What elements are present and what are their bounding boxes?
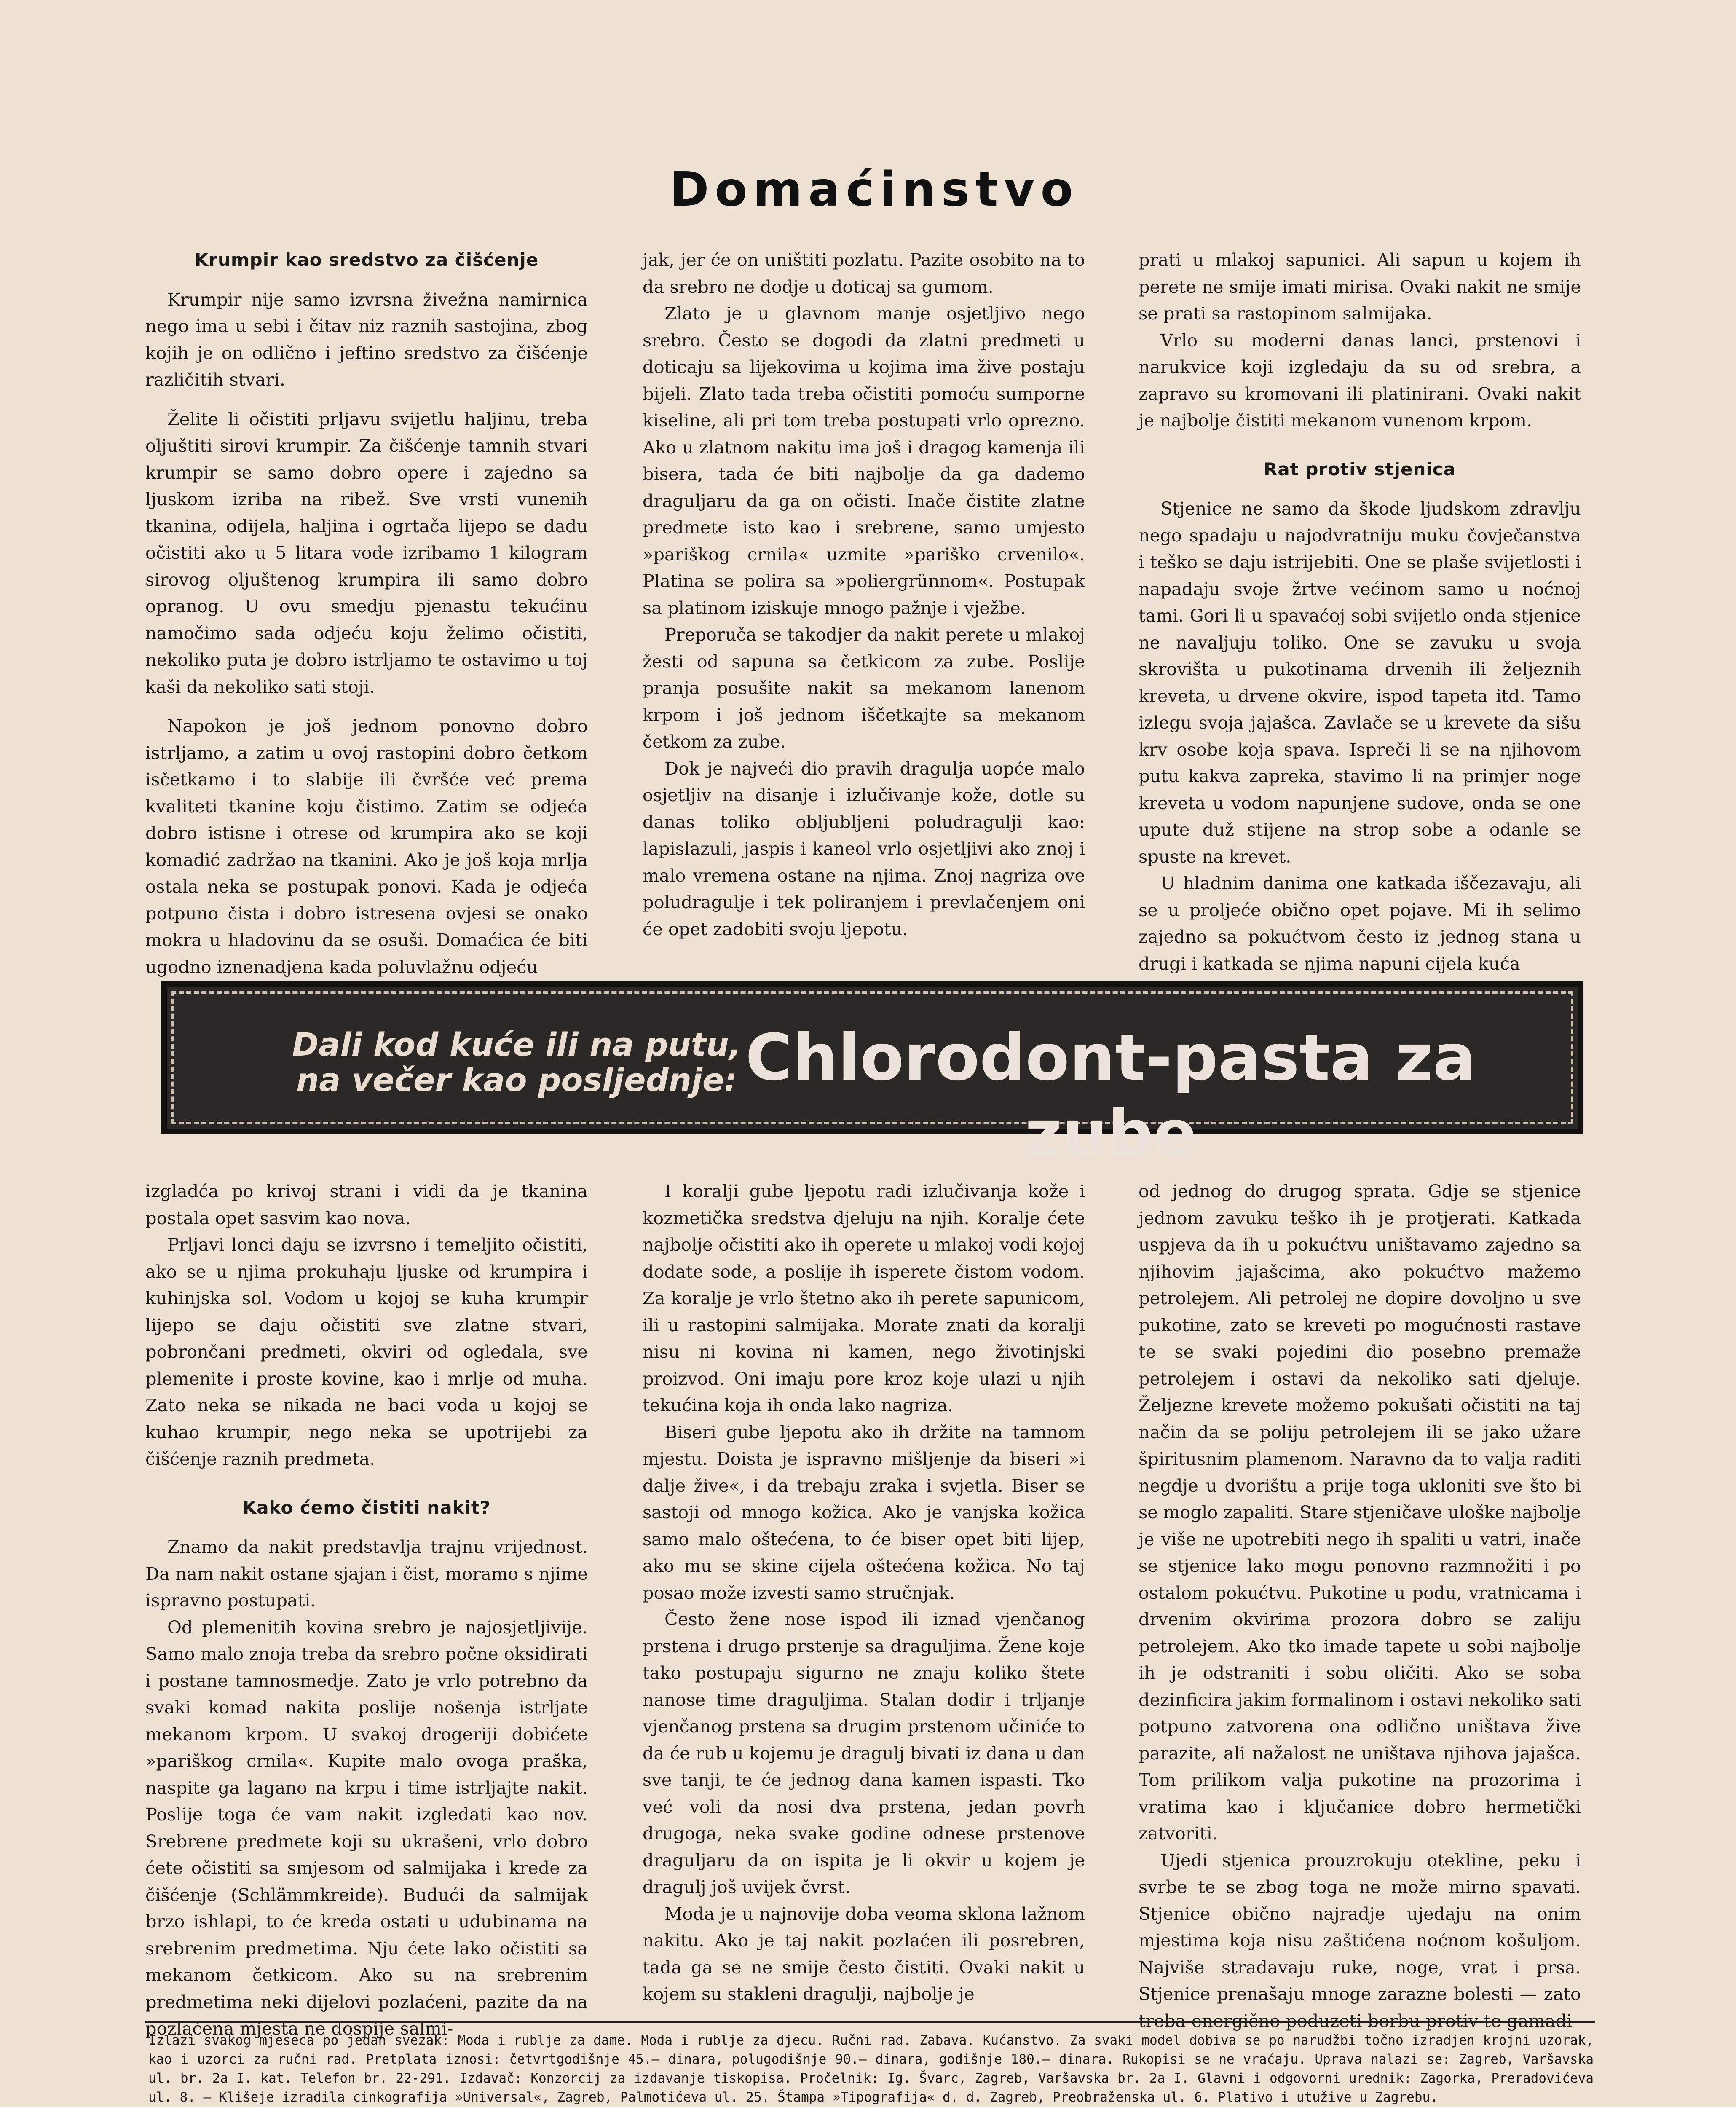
article-column-6	[1139, 1178, 1581, 2034]
paragraph: Vrlo su moderni danas lanci, prstenovi i narukvice koji izgledaju da su od srebra, a zapravo su kromovani ili platinirani. Ovaki nakit je najbolje čistiti mekanom vunenom krpom.	[1139, 330, 1581, 431]
ad-slogan-line: Dali kod kuće ili na putu,	[292, 1026, 741, 1063]
article-column-5	[643, 1178, 1085, 2008]
paragraph: Biseri gube ljepotu ako ih držite na tamnom mjestu. Doista je ispravno mišljenje da biseri »i dalje žive«, i da trebaju zraka i svjetla. Biser se sastoji od mnogo kožica. Ako je vanjska kožica samo malo oštećena, to će biser opet biti lijep, ako mu se skine cijela oštećena kožica. No taj posao može izvesti samo stručnjak.	[643, 1421, 1085, 1603]
paragraph: Prljavi lonci daju se izvrsno i temeljito očistiti, ako se u njima prokuhaju ljuske od krumpira i kuhinjska sol. Vodom u kojoj se kuha krumpir lijepo se daju očistiti sve zlatne stvari, pobrončani predmeti, okviri od ogledala, sve plemenite i proste kovine, kao i mrlje od muha. Zato neka se nikada ne baci voda u kojoj se kuhao krumpir, nego neka se upotrijebi za čišćenje raznih predmeta.	[145, 1234, 588, 1469]
publisher-imprint: Izlazi svakog mjeseca po jedan svezak: Moda i rublje za dame. Moda i rublje za djecu. Ručni rad. Zabava. Kućanstvo. Za svaki model dobiva se po narudžbi točno izradjen krojni uzorak, kao i uzorci za ručni rad. Pretplata iznosi: četvrtgodišnje 45.— dinara, polugodišnje 90.— dinara, godišnje 180.— dinara. Rukopisi se ne vraćaju. Uprava nalazi se: Zagreb, Varšavska ul. br. 2a I. kat. Telefon br. 22-291. Izdavač: Konzorcij za izdavanje tiskopisa. Pročelnik: Ig. Švarc, Zagreb, Varšavska br. 2a I. Glavni i odgovorni urednik: Zagorka, Preradovićeva ul. 8. — Klišeje izradila cinkografija »Universal«, Zagreb, Palmotićeva ul. 25. Štampa »Tipografija« d. d. Zagreb, Preobraženska ul. 6. Plativo i utužive u Zagrebu.	[148, 2033, 1594, 2105]
section-heading-bedbugs: Rat protiv stjenica	[1264, 458, 1456, 480]
section-heading-potato: Krumpir kao sredstvo za čišćenje	[194, 249, 539, 270]
advertisement-banner	[161, 981, 1583, 1171]
paragraph: Od plemenitih kovina srebro je najosjetljivije. Samo malo znoja treba da srebro počne oksidirati i postane tamnosmedje. Zato je vrlo potrebno da svaki komad nakita poslije nošenja istrljate mekanom krpom. U svakoj drogeriji dobićete »pariškog crnila«. Kupite malo ovoga praška, naspite ga lagano na krpu i time istrljajte nakit. Poslije toga će vam nakit izgledati kao nov. Srebrene predmete koji su ukrašeni, vrlo dobro ćete očistiti sa smjesom od salmijaka i krede za čišćenje (Schlämmkreide). Budući da salmijak brzo ishlapi, to će kreda ostati u udubinama na srebrenim predmetima. Nju ćete lako očistiti sa mekanom četkicom. Ako su na srebrenim predmetima neki dijelovi pozlaćeni, pazite da na pozlaćena mjesta ne dospije salmi-	[145, 1616, 588, 2039]
ad-brand-name: Chlorodont-pasta za zube	[745, 1020, 1476, 1171]
paragraph: izgladća po krivoj strani i vidi da je tkanina postala opet sasvim kao nova.	[145, 1181, 588, 1228]
footer-divider	[145, 2021, 1595, 2023]
paragraph: Moda je u najnovije doba veoma sklona lažnom nakitu. Ako je taj nakit pozlaćen ili posrebren, tada ga se ne smije često čistiti. Ovaki nakit u kojem su stakleni dragulji, najbolje je	[643, 1903, 1085, 2004]
paragraph: Često žene nose ispod ili iznad vjenčanog prstena i drugo prstenje sa draguljima. Žene koje tako postupaju sigurno ne znaju koliko štete nanose time draguljima. Stalan dodir i trljanje vjenčanog prstena sa drugim prstenom učiniće to da će rub u kojemu je dragulj bivati iz dana u dan sve tanji, te će jednog dana kamen ispasti. Tko već voli da nosi dva prstena, jedan povrh drugoga, neka svake godine odnese prstenove draguljaru da on ispita je li okvir u kojem je dragulj još uvijek čvrst.	[643, 1609, 1085, 1897]
paragraph: Dok je najveći dio pravih dragulja uopće malo osjetljiv na disanje i izlučivanje kože, dotle su danas toliko obljubljeni poludragulji kao: lapislazuli, jaspis i kaneol vrlo osjetljivi ako znoj i malo vremena ostane na njima. Znoj nagriza ove poludragulje i tek poliranjem i prevlačenjem oni će opet zadobiti svoju ljepotu.	[643, 758, 1085, 939]
paragraph: Stjenice ne samo da škode ljudskom zdravlju nego spadaju u najodvratniju muku čovječanstva i teško se daju istrijebiti. One se plaše svijetlosti i napadaju svoje žrtve većinom samo u noćnoj tami. Gori li u spavaćoj sobi svijetlo onda stjenice ne navaljuju toliko. One se zavuku u svoja skrovišta u pukotinama drvenih ili željeznih kreveta, u drvene okvire, ispod tapeta itd. Tamo izlegu svoja jajašca. Zavlače se u krevete da sišu krv osobe koja spava. Ispreči li se na njihovom putu kakva zapreka, stavimo li na primjer noge kreveta u vodom napunjene sudove, onda se one upute duž stijene na strop sobe a odanle se spuste na krevet.	[1139, 498, 1581, 867]
page-title: Domaćinstvo	[670, 162, 1079, 217]
paragraph: Želite li očistiti prljavu svijetlu haljinu, treba oljuštiti sirovi krumpir. Za čišćenje tamnih stvari krumpir se samo dobro opere i zajedno sa ljuskom izriba na ribež. Sve vrsti vunenih tkanina, odijela, haljina i ogrtača lijepo se dadu očistiti ako u 5 litara vode izribamo 1 kilogram sirovog oljuštenog krumpira ili samo dobro opranog. U ovu smedju pjenastu tekućinu namočimo sada odjeću koju želimo očistiti, nekoliko puta je dobro istrljamo te ostavimo u toj kaši da nekoliko sati stoji.	[145, 408, 588, 697]
paragraph: Zlato je u glavnom manje osjetljivo nego srebro. Često se dogodi da zlatni predmeti u doticaju sa lijekovima u kojima ima žive postaju bijeli. Zlato tada treba očistiti pomoću sumporne kiseline, ali pri tom treba postupati vrlo oprezno. Ako u zlatnom nakitu ima još i dragog kamenja ili bisera, tada će biti najbolje da ga dademo draguljaru da ga on očisti. Inače čistite zlatne predmete isto kao i srebrene, samo umjesto »pariškog crnila« uzmite »pariško crvenilo«. Platina se polira sa »poliergrünnom«. Postupak sa platinom iziskuje mnogo pažnje i vježbe.	[643, 303, 1085, 618]
article-column-3	[1139, 247, 1581, 977]
article-column-1	[145, 247, 588, 980]
paragraph: Znamo da nakit predstavlja trajnu vrijednost. Da nam nakit ostane sjajan i čist, moramo s njime ispravno postupati.	[145, 1536, 588, 1611]
paragraph: Ujedi stjenica prouzrokuju otekline, peku i svrbe te se zbog toga ne može mirno spavati. Stjenice obično najradje ujedaju na onim mjestima koja nisu zaštićena noćnom košuljom. Najviše stradavaju ruke, noge, vrat i prsa. Stjenice prenašaju mnoge zarazne bolesti — zato treba energično poduzeti borbu protiv te gamadi	[1139, 1850, 1581, 2031]
ad-slogan-line: na večer kao posljednje:	[296, 1061, 737, 1099]
paragraph: Napokon je još jednom ponovno dobro istrljamo, a zatim u ovoj rastopini dobro četkom isčetkamo i to slabije ili čvršće već prema kvaliteti tkanine koju čistimo. Zatim se odjeća dobro istisne i otrese od krumpira ako se koji komadić zadržao na tkanini. Ako je još koja mrlja ostala neka se postupak ponovi. Kada je odjeća potpuno čista i dobro istresena ovjesi se onako mokra u hladovinu da se osuši. Domaćica će biti ugodno iznenadjena kada poluvlažnu odjeću	[145, 716, 588, 977]
paragraph: jak, jer će on uništiti pozlatu. Pazite osobito na to da srebro ne dodje u doticaj sa gumom.	[643, 249, 1085, 297]
paragraph: I koralji gube ljepotu radi izlučivanja kože i kozmetička sredstva djeluju na njih. Koralje ćete najbolje očistiti ako ih operete u mlakoj vodi kojoj dodate sode, a poslije ih isperete čistom vodom. Za koralje je vrlo štetno ako ih perete sapunicom, ili u rastopini salmijaka. Morate znati da koralji nisu ni kovina ni kamen, nego životinjski proizvod. Oni imaju pore kroz koje ulazi u njih tekućina koja ih onda lako nagriza.	[643, 1181, 1085, 1415]
paragraph: U hladnim danima one katkada iščezavaju, ali se u proljeće obično opet pojave. Mi ih selimo zajedno sa pokućtvom često iz jednog stana u drugi i katkada se njima napuni cijela kuća	[1139, 873, 1581, 974]
article-column-2	[643, 247, 1085, 942]
paragraph: Krumpir nije samo izvrsna živežna namirnica nego ima u sebi i čitav niz raznih sastojina, zbog kojih je on odlično i jeftino sredstvo za čišćenje različitih stvari.	[145, 289, 588, 390]
paragraph: prati u mlakoj sapunici. Ali sapun u kojem ih perete ne smije imati mirisa. Ovaki nakit ne smije se prati sa rastopinom salmijaka.	[1139, 249, 1581, 324]
article-column-4	[145, 1178, 588, 2042]
paragraph: Preporuča se takodjer da nakit perete u mlakoj žesti od sapuna sa četkicom za zube. Poslije pranja posušite nakit sa mekanom lanenom krpom i još jednom iščetkajte sa mekanom četkom za zube.	[643, 624, 1085, 752]
section-heading-jewelry: Kako ćemo čistiti nakit?	[242, 1497, 491, 1518]
paragraph: od jednog do drugog sprata. Gdje se stjenice jednom zavuku teško ih je protjerati. Katkada uspjeva da ih u pokućtvu uništavamo zajedno sa njihovim jajašcima, ako pokućtvo mažemo petrolejem. Ali petrolej ne dopire dovoljno u sve pukotine, zato se kreveti po mogućnosti rastave te se svaki pojedini dio posebno premaže petrolejem i ostavi da nekoliko sati djeluje. Željezne krevete možemo pokušati očistiti na taj način da se poliju petrolejem ili se jako užare špiritusnim plamenom. Naravno da to valja raditi negdje u dvorištu a prije toga ukloniti sve što bi se moglo zapaliti. Stare stjeničave uloške najbolje je više ne upotrebiti nego ih spaliti u vatri, inače se stjenice lako mogu ponovno razmnožiti i po ostalom pokućtvu. Pukotine u podu, vratnicama i drvenim okvirima prozora dobro se zaliju petrolejem. Ako tko imade tapete u sobi najbolje ih je odstraniti i sobu oličiti. Ako se soba dezinficira jakim formalinom i ostavi nekoliko sati potpuno zatvorena ona odlično uništava žive parazite, ali nažalost ne uništava njihova jajašca. Tom prilikom valja pukotine na prozorima i vratima kao i ključanice dobro hermetički zatvoriti.	[1139, 1181, 1581, 1844]
